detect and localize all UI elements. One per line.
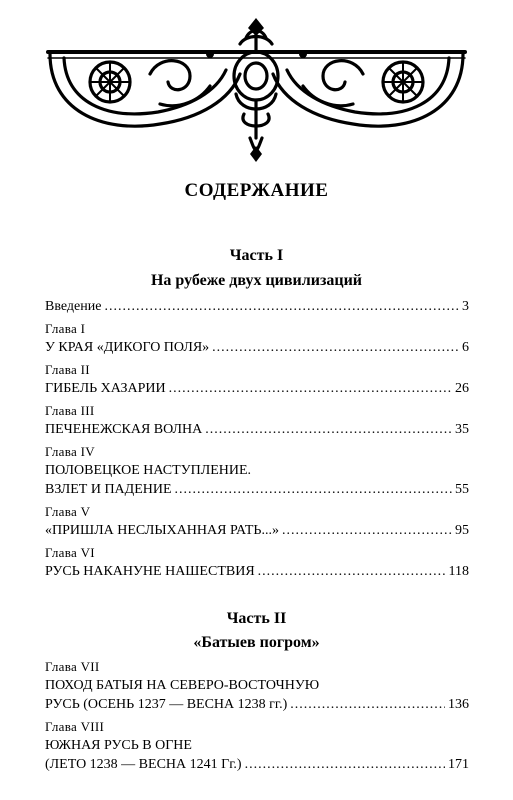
toc-entry-chapter-6[interactable] [45, 562, 469, 581]
dot-leader [212, 338, 459, 357]
entry-title: Введение [45, 299, 102, 314]
chapter-label: Глава V [45, 504, 91, 519]
entry-title-line: ПОХОД БАТЫЯ НА СЕВЕРО-ВОСТОЧНУЮ [45, 678, 320, 693]
page-number: 6 [462, 340, 469, 355]
chapter-label: Глава VIII [45, 719, 105, 734]
entry-title: ВЗЛЕТ И ПАДЕНИЕ [45, 482, 172, 497]
part-1-subtitle: На рубеже двух цивилизаций [150, 272, 363, 289]
entry-title-line: ЮЖНАЯ РУСЬ В ОГНЕ [45, 738, 192, 753]
toc-entry-chapter-5[interactable] [45, 521, 469, 540]
entry-title: «ПРИШЛА НЕСЛЫХАННАЯ РАТЬ...» [45, 523, 279, 538]
page-number: 26 [455, 381, 469, 396]
chapter-label: Глава I [45, 321, 86, 336]
entry-title: ПЕЧЕНЕЖСКАЯ ВОЛНА [45, 422, 203, 437]
page-number: 136 [448, 697, 469, 712]
dot-leader [169, 379, 452, 398]
chapter-label: Глава VI [45, 545, 95, 560]
dot-leader [175, 480, 452, 499]
part-1-heading: Часть I [229, 247, 284, 264]
dot-leader [258, 562, 446, 581]
page-title: СОДЕРЖАНИЕ [184, 180, 329, 201]
part-2-subtitle: «Батыев погром» [193, 634, 320, 651]
page-number: 55 [455, 482, 469, 497]
chapter-label: Глава VII [45, 659, 100, 674]
toc-entry-chapter-8[interactable] [45, 755, 469, 774]
chapter-label: Глава III [45, 403, 95, 418]
dot-leader [205, 420, 452, 439]
toc-entry-introduction[interactable] [45, 297, 469, 316]
page-number: 3 [462, 299, 469, 314]
toc-entry-chapter-2[interactable] [45, 379, 469, 398]
page-number: 118 [448, 564, 469, 579]
toc-entry-chapter-3[interactable] [45, 420, 469, 439]
toc-entry-chapter-1[interactable] [45, 338, 469, 357]
toc-entry-chapter-7[interactable] [45, 695, 469, 714]
part-1-toc [45, 297, 469, 581]
entry-title: У КРАЯ «ДИКОГО ПОЛЯ» [45, 340, 210, 355]
chapter-label: Глава II [45, 362, 90, 377]
page-number: 95 [455, 523, 469, 538]
page-number: 35 [455, 422, 469, 437]
dot-leader [245, 755, 445, 774]
part-2-heading: Часть II [226, 610, 287, 627]
toc-entry-chapter-4[interactable] [45, 480, 469, 499]
part-2-toc [45, 658, 469, 774]
entry-title: РУСЬ НАКАНУНЕ НАШЕСТВИЯ [45, 564, 255, 579]
decorative-headpiece-ornament [40, 14, 473, 164]
entry-title-line: ПОЛОВЕЦКОЕ НАСТУПЛЕНИЕ. [45, 463, 252, 478]
dot-leader [104, 297, 459, 316]
entry-title: РУСЬ (ОСЕНЬ 1237 — ВЕСНА 1238 гг.) [45, 697, 288, 712]
entry-title: (ЛЕТО 1238 — ВЕСНА 1241 Гг.) [45, 757, 242, 772]
page-number: 171 [448, 757, 469, 772]
chapter-label: Глава IV [45, 444, 95, 459]
entry-title: ГИБЕЛЬ ХАЗАРИИ [45, 381, 166, 396]
dot-leader [290, 695, 445, 714]
dot-leader [282, 521, 452, 540]
